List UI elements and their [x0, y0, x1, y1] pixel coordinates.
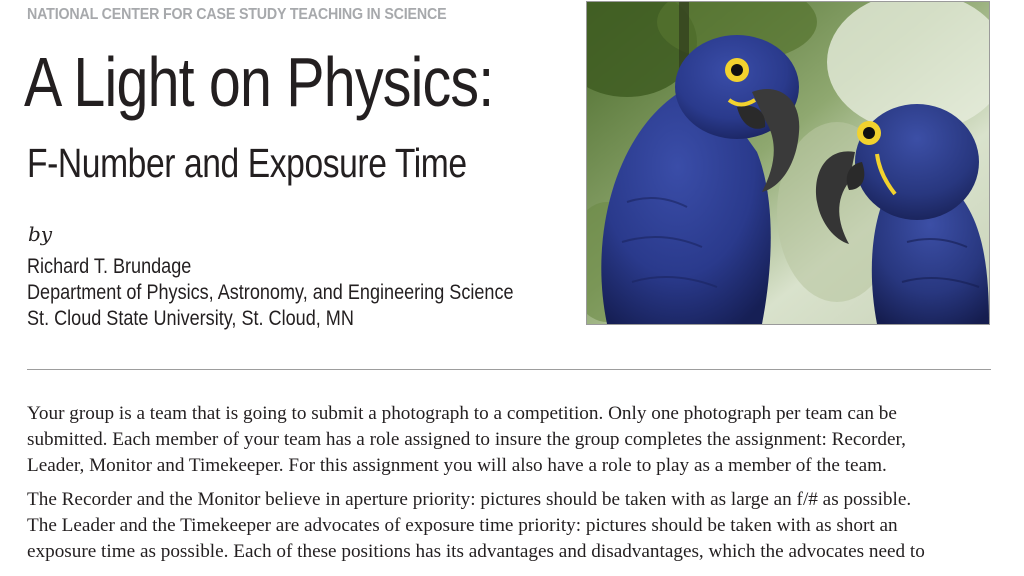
macaws-photo: [586, 1, 990, 325]
paragraph-line: The Leader and the Timekeeper are advocates of exposure time priority: pictures should be taken with as short an: [27, 515, 898, 536]
byline-by: by: [28, 222, 53, 246]
case-body: [27, 401, 991, 573]
paragraph-roles: [27, 487, 991, 565]
section-divider: [27, 369, 991, 370]
paragraph-line: exposure time as possible. Each of these positions has its advantages and disadvantages, which the advocates need to: [27, 541, 925, 562]
paragraph-line: The Recorder and the Monitor believe in aperture priority: pictures should be taken with as large an f/# as possible.: [27, 489, 912, 510]
macaws-illustration: [587, 2, 989, 324]
paragraph-line: Your group is a team that is going to submit a photograph to a competition. Only one photograph per team can be: [27, 403, 897, 424]
paragraph-line: submitted. Each member of your team has a role assigned to insure the group completes the assignment: Recorder,: [27, 429, 906, 450]
paragraph-line: Leader, Monitor and Timekeeper. For this assignment you will also have a role to play as a member of the team.: [27, 455, 887, 476]
case-subtitle: F-Number and Exposure Time: [27, 140, 467, 186]
author-institution: St. Cloud State University, St. Cloud, MN: [27, 307, 354, 330]
paragraph-intro: [27, 401, 991, 479]
organization-header: NATIONAL CENTER FOR CASE STUDY TEACHING IN SCIENCE: [27, 6, 447, 23]
author-name: Richard T. Brundage: [27, 255, 192, 278]
author-block: [27, 254, 514, 332]
case-title: A Light on Physics:: [24, 43, 494, 121]
author-department: Department of Physics, Astronomy, and Engineering Science: [27, 281, 514, 304]
